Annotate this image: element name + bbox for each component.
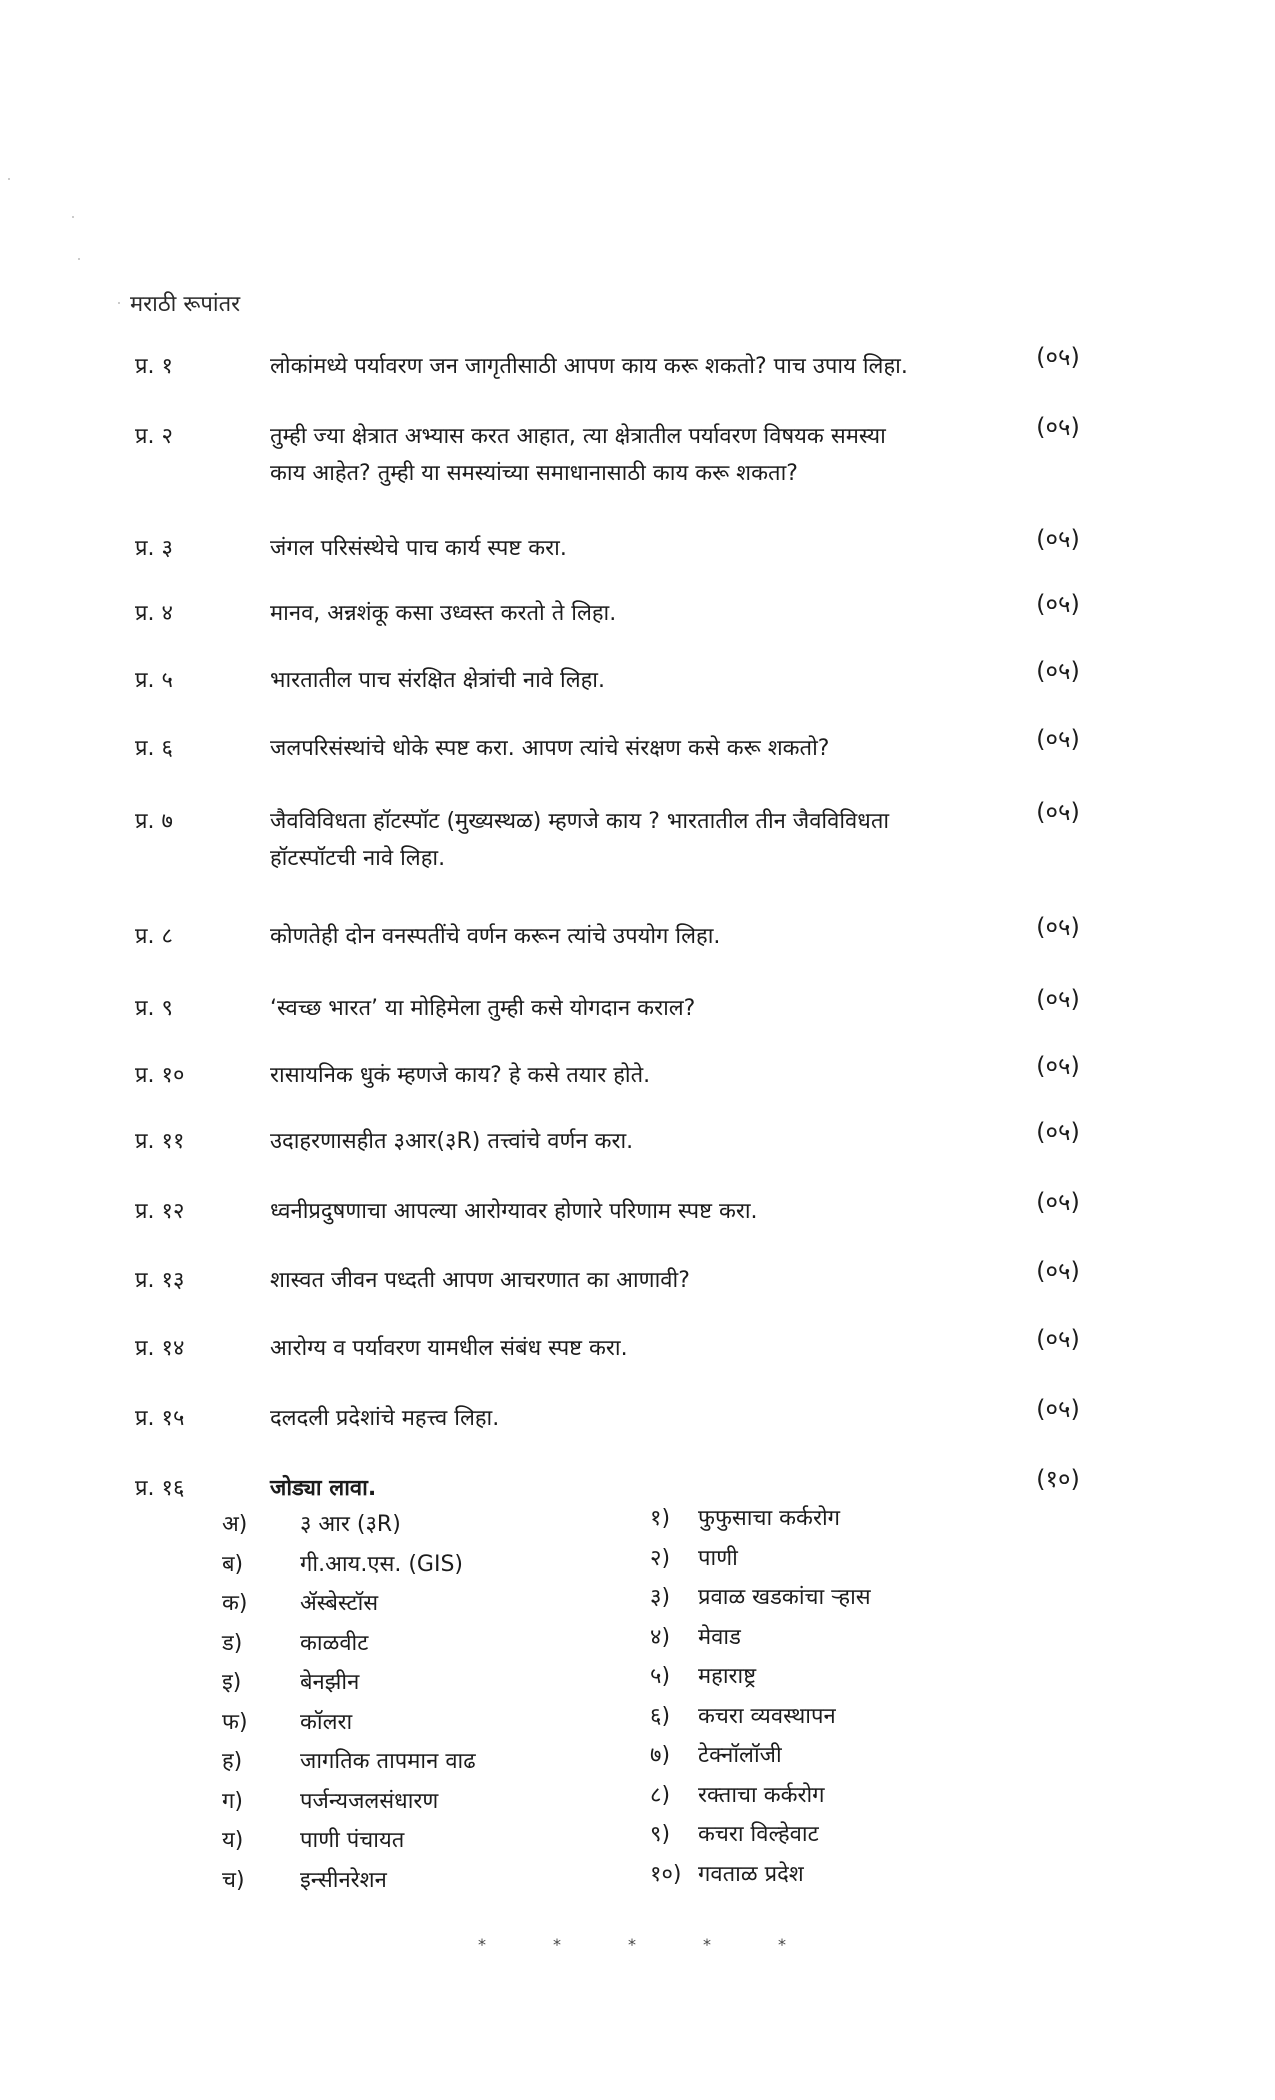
- question-text: कोणतेही दोन वनस्पतींचे वर्णन करून त्यांचे उपयोग लिहा.: [270, 924, 721, 949]
- question-marks: (०५): [1036, 1395, 1080, 1423]
- match-right-item: महाराष्ट्र: [698, 1664, 757, 1689]
- match-left-item: कॉलरा: [300, 1710, 353, 1735]
- question-number: प्र. ५: [135, 668, 173, 693]
- match-right-item: टेक्नॉलॉजी: [698, 1743, 782, 1768]
- question-text: उदाहरणासहीत ३आर(३R) तत्त्वांचे वर्णन करा.: [270, 1129, 634, 1154]
- question-text: जलपरिसंस्थांचे धोके स्पष्ट करा. आपण त्यांचे संरक्षण कसे करू शकतो?: [270, 736, 830, 761]
- question-text: काय आहेत? तुम्ही या समस्यांच्या समाधानासाठी काय करू शकता?: [270, 461, 798, 486]
- question-marks: (१०): [1036, 1465, 1080, 1493]
- match-right-label: १०): [650, 1862, 682, 1887]
- match-left-label: य): [222, 1828, 244, 1853]
- question-marks: (०५): [1036, 343, 1080, 371]
- match-right-label: ९): [650, 1822, 671, 1847]
- question-number: प्र. १४: [135, 1336, 185, 1361]
- question-text: आरोग्य व पर्यावरण यामधील संबंध स्पष्ट करा.: [270, 1336, 628, 1361]
- match-left-label: ड): [222, 1631, 243, 1656]
- question-number: प्र. १०: [135, 1063, 185, 1088]
- question-text: मानव, अन्नशंकू कसा उध्वस्त करतो ते लिहा.: [270, 601, 617, 626]
- question-marks: (०५): [1036, 1188, 1080, 1216]
- question-marks: (०५): [1036, 1118, 1080, 1146]
- match-right-item: कचरा विल्हेवाट: [698, 1822, 819, 1847]
- match-right-item: फुफुसाचा कर्करोग: [698, 1506, 841, 1531]
- question-number: प्र. १५: [135, 1406, 185, 1431]
- question-marks: (०५): [1036, 657, 1080, 685]
- footer-star: *: [703, 1935, 711, 1954]
- question-number: प्र. ११: [135, 1129, 185, 1154]
- match-right-label: ६): [650, 1704, 671, 1729]
- match-left-item: काळवीट: [300, 1631, 369, 1656]
- question-number: प्र. १: [135, 354, 173, 379]
- scan-speck: [8, 178, 10, 180]
- scan-speck: [78, 258, 80, 260]
- scan-speck: [72, 216, 74, 218]
- match-right-label: ३): [650, 1585, 671, 1610]
- question-marks: (०५): [1036, 1325, 1080, 1353]
- question-text: दलदली प्रदेशांचे महत्त्व लिहा.: [270, 1406, 500, 1431]
- question-number: प्र. ६: [135, 736, 173, 761]
- question-number: प्र. ९: [135, 996, 173, 1021]
- question-text: शास्वत जीवन पध्दती आपण आचरणात का आणावी?: [270, 1268, 690, 1293]
- question-marks: (०५): [1036, 590, 1080, 618]
- question-number: प्र. ४: [135, 601, 173, 626]
- match-left-item: गी.आय.एस. (GIS): [300, 1552, 464, 1577]
- question-text: ‘स्वच्छ भारत’ या मोहिमेला तुम्ही कसे योगदान कराल?: [270, 996, 696, 1021]
- match-right-label: २): [650, 1546, 671, 1571]
- question-marks: (०५): [1036, 413, 1080, 441]
- match-left-item: इन्सीनरेशन: [300, 1868, 387, 1893]
- match-left-item: ३ आर (३R): [300, 1512, 401, 1537]
- match-right-label: ८): [650, 1783, 671, 1808]
- match-left-item: जागतिक तापमान वाढ: [300, 1749, 476, 1774]
- match-left-label: क): [222, 1591, 248, 1616]
- match-right-label: ५): [650, 1664, 671, 1689]
- question-marks: (०५): [1036, 525, 1080, 553]
- question-marks: (०५): [1036, 1052, 1080, 1080]
- match-left-label: अ): [222, 1512, 248, 1537]
- question-number: प्र. १६: [135, 1476, 185, 1501]
- match-left-item: ॲस्बेस्टॉस: [300, 1591, 379, 1616]
- match-right-item: कचरा व्यवस्थापन: [698, 1704, 836, 1729]
- question-number: प्र. १३: [135, 1268, 185, 1293]
- footer-star: *: [553, 1935, 561, 1954]
- question-marks: (०५): [1036, 913, 1080, 941]
- question-number: प्र. ७: [135, 809, 173, 834]
- scan-speck: [118, 302, 120, 304]
- match-right-label: १): [650, 1506, 671, 1531]
- match-right-item: गवताळ प्रदेश: [698, 1862, 804, 1887]
- question-marks: (०५): [1036, 798, 1080, 826]
- match-left-item: पर्जन्यजलसंधारण: [300, 1789, 439, 1814]
- question-text: लोकांमध्ये पर्यावरण जन जागृतीसाठी आपण काय करू शकतो? पाच उपाय लिहा.: [270, 354, 908, 379]
- match-right-label: ४): [650, 1625, 671, 1650]
- question-number: प्र. २: [135, 424, 173, 449]
- question-text: जंगल परिसंस्थेचे पाच कार्य स्पष्ट करा.: [270, 536, 567, 561]
- match-left-label: ब): [222, 1552, 244, 1577]
- section-heading: मराठी रूपांतर: [130, 292, 241, 317]
- match-left-label: इ): [222, 1670, 242, 1695]
- footer-star: *: [478, 1935, 486, 1954]
- question-marks: (०५): [1036, 725, 1080, 753]
- match-right-item: रक्ताचा कर्करोग: [698, 1783, 825, 1808]
- question-number: प्र. १२: [135, 1199, 185, 1224]
- question-number: प्र. ८: [135, 924, 173, 949]
- question-marks: (०५): [1036, 1257, 1080, 1285]
- match-left-item: बेनझीन: [300, 1670, 360, 1695]
- question-text: भारतातील पाच संरक्षित क्षेत्रांची नावे लिहा.: [270, 668, 605, 693]
- match-left-item: पाणी पंचायत: [300, 1828, 405, 1853]
- footer-star: *: [628, 1935, 636, 1954]
- match-right-item: मेवाड: [698, 1625, 741, 1650]
- footer-stars: [0, 1935, 1275, 1965]
- question-number: प्र. ३: [135, 536, 173, 561]
- question-text: रासायनिक धुकं म्हणजे काय? हे कसे तयार होते.: [270, 1063, 651, 1088]
- match-right-item: पाणी: [698, 1546, 738, 1571]
- match-right-item: प्रवाळ खडकांचा ऱ्हास: [698, 1585, 871, 1610]
- question-text: जोड्या लावा.: [270, 1476, 377, 1501]
- footer-star: *: [778, 1935, 786, 1954]
- match-right-label: ७): [650, 1743, 671, 1768]
- match-left-label: फ): [222, 1710, 248, 1735]
- match-left-label: ग): [222, 1789, 243, 1814]
- question-text: तुम्ही ज्या क्षेत्रात अभ्यास करत आहात, त्या क्षेत्रातील पर्यावरण विषयक समस्या: [270, 424, 886, 449]
- question-text: जैवविविधता हॉटस्पॉट (मुख्यस्थळ) म्हणजे काय ? भारतातील तीन जैवविविधता: [270, 809, 890, 834]
- question-text: ध्वनीप्रदुषणाचा आपल्या आरोग्यावर होणारे परिणाम स्पष्ट करा.: [270, 1199, 758, 1224]
- match-left-label: च): [222, 1868, 245, 1893]
- match-left-label: ह): [222, 1749, 243, 1774]
- question-text: हॉटस्पॉटची नावे लिहा.: [270, 846, 446, 871]
- question-marks: (०५): [1036, 985, 1080, 1013]
